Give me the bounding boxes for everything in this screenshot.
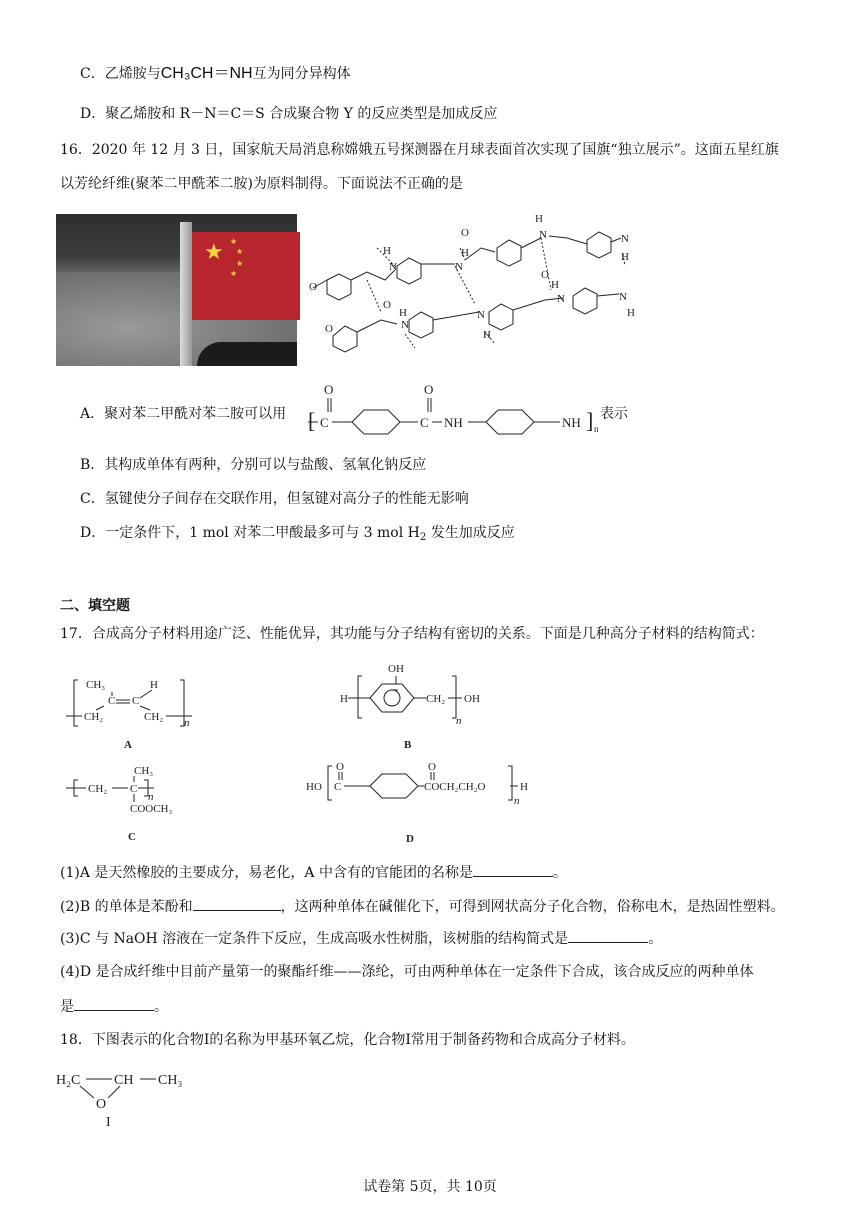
svg-text:O: O (324, 382, 334, 397)
answer-blank-1[interactable] (473, 862, 553, 877)
svg-text:D: D (406, 833, 414, 845)
five-star-red-flag: ★ ★ ★ ★ ★ (192, 232, 300, 320)
q17-part2: (2)B 的单体是苯酚和 ，这两种单体在碱催化下，可得到网状高分子化合物，俗称电木，是热固性塑料。 (60, 896, 820, 917)
svg-text:[: [ (308, 408, 316, 433)
svg-text:O: O (383, 299, 391, 311)
svg-text:COOCH₃: COOCH₃ (130, 803, 173, 815)
svg-text:]: ] (586, 408, 594, 433)
svg-text:n: n (594, 424, 599, 434)
svg-text:n: n (184, 717, 190, 729)
svg-text:N: N (621, 233, 629, 245)
svg-text:H: H (383, 245, 391, 257)
methyloxirane-structure (56, 1064, 196, 1130)
svg-text:N: N (401, 319, 409, 331)
svg-text:O: O (541, 269, 549, 281)
svg-text:n: n (148, 791, 154, 803)
q15-option-c: C．乙烯胺与CH₃CH＝NH互为同分异构体 (80, 65, 351, 82)
repeat-unit-structure (308, 380, 598, 436)
svg-text:O: O (325, 323, 333, 335)
answer-blank-3[interactable] (568, 928, 648, 943)
section-heading: 二、填空题 (60, 598, 130, 614)
svg-text:COCH₂CH₂O: COCH₂CH₂O (424, 781, 486, 793)
svg-text:A: A (124, 739, 132, 751)
svg-text:N: N (539, 229, 547, 241)
q18-stem: 18．下图表示的化合物Ⅰ的名称为甲基环氧乙烷，化合物Ⅰ常用于制备药物和合成高分子材料。 (60, 1032, 635, 1048)
svg-text:H: H (535, 213, 543, 225)
structure-a (64, 674, 204, 754)
q16-option-a-suffix: 表示 (600, 406, 628, 422)
svg-text:C: C (130, 783, 138, 795)
svg-text:CH₃: CH₃ (86, 679, 106, 691)
q16-option-a: A．聚对苯二甲酰对苯二胺可以用 (80, 406, 287, 422)
structure-c (64, 762, 204, 846)
svg-text:H: H (150, 679, 158, 691)
svg-text:N: N (477, 309, 485, 321)
structure-b (340, 662, 500, 756)
svg-text:C: C (320, 415, 329, 430)
svg-text:CH₃: CH₃ (134, 765, 154, 777)
svg-text:N: N (557, 293, 565, 305)
svg-text:H: H (340, 693, 348, 705)
svg-text:N: N (619, 291, 627, 303)
svg-text:O: O (336, 761, 344, 773)
q15-option-d: D．聚乙烯胺和 R－N＝C＝S 合成聚合物 Y 的反应类型是加成反应 (80, 106, 498, 122)
svg-text:NH: NH (444, 415, 463, 430)
svg-text:CH₂: CH₂ (84, 711, 104, 723)
q17-part3: (3)C 与 NaOH 溶液在一定条件下反应，生成高吸水性树脂，该树脂的结构简式是 。 (60, 928, 820, 949)
svg-text:B: B (404, 739, 412, 751)
svg-text:HO: HO (306, 781, 322, 793)
svg-text:H: H (461, 247, 469, 259)
svg-text:C: C (334, 781, 342, 793)
svg-text:CH₂: CH₂ (144, 711, 164, 723)
svg-text:C: C (420, 415, 429, 430)
q17-part4: (4)D 是合成纤维中目前产量第一的聚酯纤维——涤纶，可由两种单体在一定条件下合成，该合成反应的两种单体 (60, 964, 754, 980)
svg-text:H: H (551, 279, 559, 291)
moon-flag-photo (56, 214, 297, 366)
formula-ethylideneamine: CH₃CH＝NH (160, 65, 253, 82)
svg-text:H₂C: H₂C (56, 1073, 81, 1088)
svg-text:H: H (621, 251, 629, 263)
svg-text:O: O (96, 1097, 107, 1112)
structure-d (306, 760, 536, 846)
answer-blank-4[interactable] (74, 996, 154, 1011)
q17-stem: 17．合成高分子材料用途广泛、性能优异，其功能与分子结构有密切的关系。下面是几种高分子材料的结构简式： (60, 626, 764, 642)
svg-text:CH₂: CH₂ (426, 693, 446, 705)
q17-part4-cont: 是 。 (60, 996, 820, 1017)
svg-text:O: O (424, 382, 434, 397)
svg-text:OH: OH (464, 693, 480, 705)
page-footer: 试卷第 5页，共 10页 (363, 1179, 497, 1195)
svg-text:N: N (389, 261, 397, 273)
svg-text:O: O (461, 227, 469, 239)
aramid-hydrogen-bond-diagram (305, 208, 675, 366)
svg-text:H: H (483, 329, 491, 341)
svg-text:C: C (128, 831, 136, 843)
q16-option-c: C．氢键使分子间存在交联作用，但氢键对高分子的性能无影响 (80, 491, 469, 507)
svg-text:CH₃: CH₃ (158, 1073, 183, 1088)
svg-text:OH: OH (388, 663, 404, 675)
svg-text:C: C (132, 695, 140, 707)
svg-text:H: H (627, 307, 635, 319)
svg-text:H: H (399, 307, 407, 319)
answer-blank-2[interactable] (193, 896, 281, 911)
svg-text:H: H (520, 781, 528, 793)
q17-part1: (1)A 是天然橡胶的主要成分，易老化，A 中含有的官能团的名称是 。 (60, 862, 820, 883)
svg-text:C: C (108, 695, 116, 707)
svg-text:I: I (106, 1115, 111, 1130)
svg-text:O: O (309, 281, 317, 293)
q16-option-b: B．其构成单体有两种，分别可以与盐酸、氢氧化钠反应 (80, 457, 427, 473)
svg-text:CH: CH (114, 1073, 134, 1088)
svg-text:NH: NH (562, 415, 581, 430)
q16-option-d: D．一定条件下，1 mol 对苯二甲酸最多可与 3 mol $H_2$ 发生加成反应 (80, 525, 515, 543)
svg-text:O: O (428, 761, 436, 773)
svg-text:CH₂: CH₂ (88, 783, 108, 795)
svg-text:N: N (455, 261, 463, 273)
q16-stem-line1: 16．2020 年 12 月 3 日，国家航天局消息称嫦娥五号探测器在月球表面首次实现了国旗“独立展示”。这面五星红旗 (60, 142, 779, 158)
q16-stem-line2: 以芳纶纤维(聚苯二甲酰苯二胺)为原料制得。下面说法不正确的是 (60, 176, 463, 192)
svg-text:n: n (456, 715, 462, 727)
svg-text:n: n (514, 795, 520, 807)
